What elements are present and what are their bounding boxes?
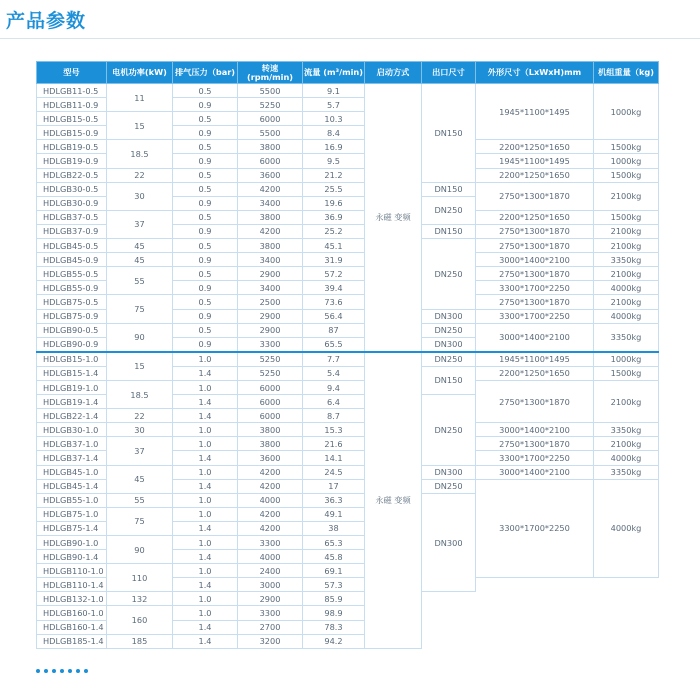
flow-cell: 39.4: [303, 281, 365, 295]
table-row: [37, 239, 659, 253]
dimensions-cell: 1945*1100*1495: [476, 84, 594, 140]
pressure-cell: 0.9: [173, 126, 238, 140]
flow-cell: 69.1: [303, 564, 365, 578]
model-cell: HDLGB110-1.4: [37, 578, 107, 592]
pressure-cell: 1.0: [173, 493, 238, 507]
speed-cell: 2700: [238, 620, 303, 634]
start-method-cell: 永磁 变频: [365, 352, 422, 648]
speed-cell: 2900: [238, 323, 303, 337]
flow-cell: 9.5: [303, 154, 365, 168]
table-row: [37, 606, 659, 620]
pressure-cell: 1.4: [173, 366, 238, 380]
weight-cell: 2100kg: [594, 295, 659, 309]
flow-cell: 56.4: [303, 309, 365, 323]
dimensions-cell: 2200*1250*1650: [476, 168, 594, 182]
flow-cell: 19.6: [303, 196, 365, 210]
dimensions-cell: 2200*1250*1650: [476, 366, 594, 380]
model-cell: HDLGB45-1.0: [37, 465, 107, 479]
power-cell: 45: [107, 465, 173, 493]
model-cell: HDLGB132-1.0: [37, 592, 107, 606]
outlet-cell: DN250: [422, 196, 476, 224]
flow-cell: 65.3: [303, 536, 365, 550]
flow-cell: 15.3: [303, 423, 365, 437]
power-cell: 22: [107, 168, 173, 182]
pressure-cell: 0.9: [173, 224, 238, 238]
model-cell: HDLGB19-1.0: [37, 380, 107, 394]
pressure-cell: 0.9: [173, 196, 238, 210]
pressure-cell: 0.5: [173, 323, 238, 337]
product-params-table: [36, 61, 659, 649]
table-row: [37, 168, 659, 182]
flow-cell: 38: [303, 521, 365, 535]
pressure-cell: 1.4: [173, 634, 238, 648]
flow-cell: 21.6: [303, 437, 365, 451]
outlet-cell: DN150: [422, 224, 476, 238]
model-cell: HDLGB15-0.5: [37, 112, 107, 126]
speed-cell: 3400: [238, 253, 303, 267]
speed-cell: 3400: [238, 196, 303, 210]
flow-cell: 65.5: [303, 337, 365, 352]
outlet-cell: DN250: [422, 352, 476, 367]
model-cell: HDLGB55-0.5: [37, 267, 107, 281]
pressure-cell: 1.4: [173, 620, 238, 634]
table-row: [37, 295, 659, 309]
table-row: [37, 84, 659, 98]
pressure-cell: 1.4: [173, 451, 238, 465]
weight-cell: 2100kg: [594, 437, 659, 451]
speed-cell: 3800: [238, 239, 303, 253]
dimensions-cell: 3000*1400*2100: [476, 423, 594, 437]
model-cell: HDLGB37-1.4: [37, 451, 107, 465]
power-cell: 30: [107, 182, 173, 210]
flow-cell: 45.1: [303, 239, 365, 253]
flow-cell: 25.2: [303, 224, 365, 238]
speed-cell: 6000: [238, 395, 303, 409]
power-cell: 37: [107, 437, 173, 465]
model-cell: HDLGB19-0.5: [37, 140, 107, 154]
flow-cell: 5.7: [303, 98, 365, 112]
table-row: [37, 352, 659, 367]
table-row: [37, 210, 659, 224]
model-cell: HDLGB45-0.5: [37, 239, 107, 253]
title-divider: [0, 38, 700, 39]
pressure-cell: 1.0: [173, 606, 238, 620]
speed-cell: 3300: [238, 536, 303, 550]
pressure-cell: 1.0: [173, 592, 238, 606]
pagination-dots: [36, 669, 88, 673]
dimensions-cell: 3300*1700*2250: [476, 281, 594, 295]
table-row: [37, 465, 659, 479]
model-cell: HDLGB15-1.0: [37, 352, 107, 367]
flow-cell: 94.2: [303, 634, 365, 648]
table-row: [37, 253, 659, 267]
weight-cell: 3350kg: [594, 323, 659, 352]
pressure-cell: 0.5: [173, 210, 238, 224]
pressure-cell: 0.9: [173, 337, 238, 352]
header-pressure: 排气压力（bar): [173, 62, 238, 84]
flow-cell: 57.2: [303, 267, 365, 281]
power-cell: 90: [107, 536, 173, 564]
dimensions-cell: 2750*1300*1870: [476, 437, 594, 451]
header-row: [37, 62, 659, 84]
power-cell: 160: [107, 606, 173, 634]
speed-cell: 3600: [238, 451, 303, 465]
outlet-cell: DN150: [422, 182, 476, 196]
power-cell: 132: [107, 592, 173, 606]
model-cell: HDLGB110-1.0: [37, 564, 107, 578]
flow-cell: 9.4: [303, 380, 365, 394]
flow-cell: 5.4: [303, 366, 365, 380]
outlet-cell: DN300: [422, 337, 476, 352]
weight-cell: 4000kg: [594, 281, 659, 295]
speed-cell: 3200: [238, 634, 303, 648]
model-cell: HDLGB45-1.4: [37, 479, 107, 493]
model-cell: HDLGB90-1.4: [37, 550, 107, 564]
pressure-cell: 0.9: [173, 281, 238, 295]
power-cell: 15: [107, 112, 173, 140]
header-model: 型号: [37, 62, 107, 84]
flow-cell: 98.9: [303, 606, 365, 620]
power-cell: 45: [107, 253, 173, 267]
outlet-cell: DN250: [422, 479, 476, 493]
model-cell: HDLGB30-0.5: [37, 182, 107, 196]
weight-cell: 1500kg: [594, 168, 659, 182]
outlet-cell: DN150: [422, 366, 476, 394]
pressure-cell: 0.5: [173, 267, 238, 281]
weight-cell: 4000kg: [594, 479, 659, 578]
pressure-cell: 1.4: [173, 479, 238, 493]
dimensions-cell: 2750*1300*1870: [476, 295, 594, 309]
dimensions-cell: 3000*1400*2100: [476, 323, 594, 352]
table-row: [37, 380, 659, 394]
header-flow: 流量 (m³/min): [303, 62, 365, 84]
dimensions-cell: 3300*1700*2250: [476, 479, 594, 578]
flow-cell: 7.7: [303, 352, 365, 367]
pressure-cell: 1.4: [173, 521, 238, 535]
pressure-cell: 1.0: [173, 437, 238, 451]
model-cell: HDLGB19-0.9: [37, 154, 107, 168]
pressure-cell: 1.0: [173, 564, 238, 578]
model-cell: HDLGB45-0.9: [37, 253, 107, 267]
table-row: [37, 182, 659, 196]
flow-cell: 78.3: [303, 620, 365, 634]
model-cell: HDLGB15-1.4: [37, 366, 107, 380]
speed-cell: 6000: [238, 154, 303, 168]
speed-cell: 3800: [238, 210, 303, 224]
power-cell: 45: [107, 239, 173, 253]
weight-cell: 3350kg: [594, 253, 659, 267]
weight-cell: 4000kg: [594, 451, 659, 465]
power-cell: 110: [107, 564, 173, 592]
model-cell: HDLGB55-0.9: [37, 281, 107, 295]
dimensions-cell: 2200*1250*1650: [476, 140, 594, 154]
flow-cell: 87: [303, 323, 365, 337]
pressure-cell: 0.9: [173, 154, 238, 168]
weight-cell: 1500kg: [594, 366, 659, 380]
power-cell: 11: [107, 84, 173, 112]
page-title: 产品参数: [6, 10, 87, 32]
model-cell: HDLGB160-1.4: [37, 620, 107, 634]
speed-cell: 5250: [238, 352, 303, 367]
power-cell: 55: [107, 267, 173, 295]
model-cell: HDLGB90-0.9: [37, 337, 107, 352]
speed-cell: 5250: [238, 366, 303, 380]
dimensions-cell: 1945*1100*1495: [476, 154, 594, 168]
dimensions-cell: 2750*1300*1870: [476, 182, 594, 210]
flow-cell: 31.9: [303, 253, 365, 267]
speed-cell: 6000: [238, 409, 303, 423]
power-cell: 18.5: [107, 380, 173, 408]
pressure-cell: 0.5: [173, 239, 238, 253]
power-cell: 22: [107, 409, 173, 423]
speed-cell: 2400: [238, 564, 303, 578]
model-cell: HDLGB90-1.0: [37, 536, 107, 550]
speed-cell: 4000: [238, 493, 303, 507]
power-cell: 18.5: [107, 140, 173, 168]
model-cell: HDLGB75-0.5: [37, 295, 107, 309]
speed-cell: 3800: [238, 437, 303, 451]
header-dimensions: 外形尺寸（LxWxH)mm: [476, 62, 594, 84]
model-cell: HDLGB37-1.0: [37, 437, 107, 451]
pressure-cell: 0.5: [173, 84, 238, 98]
model-cell: HDLGB30-0.9: [37, 196, 107, 210]
pressure-cell: 0.5: [173, 112, 238, 126]
table-row: [37, 634, 659, 648]
power-cell: 30: [107, 423, 173, 437]
pressure-cell: 0.9: [173, 253, 238, 267]
power-cell: 55: [107, 493, 173, 507]
dimensions-cell: 3300*1700*2250: [476, 451, 594, 465]
speed-cell: 5500: [238, 126, 303, 140]
pressure-cell: 1.0: [173, 423, 238, 437]
speed-cell: 4200: [238, 465, 303, 479]
dimensions-cell: 3000*1400*2100: [476, 465, 594, 479]
speed-cell: 4000: [238, 550, 303, 564]
table-row: [37, 437, 659, 451]
weight-cell: 2100kg: [594, 267, 659, 281]
speed-cell: 3600: [238, 168, 303, 182]
flow-cell: 10.3: [303, 112, 365, 126]
power-cell: 185: [107, 634, 173, 648]
flow-cell: 45.8: [303, 550, 365, 564]
power-cell: 75: [107, 507, 173, 535]
flow-cell: 36.9: [303, 210, 365, 224]
header-start: 启动方式: [365, 62, 422, 84]
model-cell: HDLGB22-1.4: [37, 409, 107, 423]
header-outlet: 出口尺寸: [422, 62, 476, 84]
outlet-cell: DN250: [422, 323, 476, 337]
weight-cell: 3350kg: [594, 465, 659, 479]
flow-cell: 16.9: [303, 140, 365, 154]
speed-cell: 3300: [238, 337, 303, 352]
speed-cell: 4200: [238, 479, 303, 493]
outlet-cell: DN150: [422, 84, 476, 183]
outlet-cell: DN300: [422, 465, 476, 479]
speed-cell: 3300: [238, 606, 303, 620]
header-weight: 机组重量（kg): [594, 62, 659, 84]
model-cell: HDLGB11-0.9: [37, 98, 107, 112]
outlet-cell: DN250: [422, 395, 476, 465]
speed-cell: 6000: [238, 112, 303, 126]
speed-cell: 5250: [238, 98, 303, 112]
table-row: [37, 267, 659, 281]
model-cell: HDLGB37-0.9: [37, 224, 107, 238]
flow-cell: 9.1: [303, 84, 365, 98]
header-speed: 转速 (rpm/min): [238, 62, 303, 84]
model-cell: HDLGB90-0.5: [37, 323, 107, 337]
dimensions-cell: 2750*1300*1870: [476, 267, 594, 281]
flow-cell: 8.4: [303, 126, 365, 140]
header-power: 电机功率(kW): [107, 62, 173, 84]
weight-cell: 2100kg: [594, 182, 659, 210]
pressure-cell: 1.0: [173, 380, 238, 394]
speed-cell: 2900: [238, 267, 303, 281]
flow-cell: 73.6: [303, 295, 365, 309]
flow-cell: 85.9: [303, 592, 365, 606]
dimensions-cell: 2750*1300*1870: [476, 380, 594, 422]
pressure-cell: 0.5: [173, 295, 238, 309]
flow-cell: 24.5: [303, 465, 365, 479]
flow-cell: 6.4: [303, 395, 365, 409]
model-cell: HDLGB37-0.5: [37, 210, 107, 224]
flow-cell: 36.3: [303, 493, 365, 507]
speed-cell: 2900: [238, 309, 303, 323]
power-cell: 75: [107, 295, 173, 323]
pressure-cell: 1.0: [173, 507, 238, 521]
weight-cell: 4000kg: [594, 309, 659, 323]
pressure-cell: 0.9: [173, 309, 238, 323]
speed-cell: 3400: [238, 281, 303, 295]
speed-cell: 4200: [238, 507, 303, 521]
pressure-cell: 1.0: [173, 465, 238, 479]
pressure-cell: 1.4: [173, 550, 238, 564]
model-cell: HDLGB11-0.5: [37, 84, 107, 98]
model-cell: HDLGB160-1.0: [37, 606, 107, 620]
model-cell: HDLGB75-1.4: [37, 521, 107, 535]
model-cell: HDLGB55-1.0: [37, 493, 107, 507]
outlet-cell: DN250: [422, 239, 476, 309]
table-row: [37, 323, 659, 337]
power-cell: 15: [107, 352, 173, 381]
speed-cell: 3800: [238, 423, 303, 437]
dimensions-cell: 2750*1300*1870: [476, 224, 594, 238]
pressure-cell: 1.4: [173, 578, 238, 592]
pressure-cell: 0.5: [173, 168, 238, 182]
table-row: [37, 592, 659, 606]
speed-cell: 4200: [238, 521, 303, 535]
weight-cell: 1500kg: [594, 140, 659, 154]
start-method-cell: 永磁 变频: [365, 84, 422, 352]
weight-cell: 2100kg: [594, 239, 659, 253]
speed-cell: 5500: [238, 84, 303, 98]
model-cell: HDLGB15-0.9: [37, 126, 107, 140]
weight-cell: 3350kg: [594, 423, 659, 437]
weight-cell: 2100kg: [594, 380, 659, 422]
dimensions-cell: 1945*1100*1495: [476, 352, 594, 367]
flow-cell: 8.7: [303, 409, 365, 423]
speed-cell: 3800: [238, 140, 303, 154]
model-cell: HDLGB75-1.0: [37, 507, 107, 521]
speed-cell: 3000: [238, 578, 303, 592]
flow-cell: 14.1: [303, 451, 365, 465]
pressure-cell: 1.0: [173, 536, 238, 550]
model-cell: HDLGB22-0.5: [37, 168, 107, 182]
flow-cell: 57.3: [303, 578, 365, 592]
speed-cell: 4200: [238, 224, 303, 238]
table-row: [37, 140, 659, 154]
weight-cell: 1000kg: [594, 84, 659, 140]
pressure-cell: 0.5: [173, 182, 238, 196]
pressure-cell: 0.5: [173, 140, 238, 154]
weight-cell: 1000kg: [594, 154, 659, 168]
outlet-cell: DN300: [422, 493, 476, 592]
model-cell: HDLGB75-0.9: [37, 309, 107, 323]
flow-cell: 25.5: [303, 182, 365, 196]
speed-cell: 4200: [238, 182, 303, 196]
pressure-cell: 1.4: [173, 409, 238, 423]
pressure-cell: 1.0: [173, 352, 238, 367]
flow-cell: 17: [303, 479, 365, 493]
speed-cell: 2900: [238, 592, 303, 606]
weight-cell: 2100kg: [594, 224, 659, 238]
model-cell: HDLGB185-1.4: [37, 634, 107, 648]
model-cell: HDLGB30-1.0: [37, 423, 107, 437]
weight-cell: 1000kg: [594, 352, 659, 367]
power-cell: 37: [107, 210, 173, 238]
model-cell: HDLGB19-1.4: [37, 395, 107, 409]
pressure-cell: 0.9: [173, 98, 238, 112]
dimensions-cell: 2750*1300*1870: [476, 239, 594, 253]
dimensions-cell: 3300*1700*2250: [476, 309, 594, 323]
weight-cell: 1500kg: [594, 210, 659, 224]
dimensions-cell: 2200*1250*1650: [476, 210, 594, 224]
pressure-cell: 1.4: [173, 395, 238, 409]
speed-cell: 2500: [238, 295, 303, 309]
speed-cell: 6000: [238, 380, 303, 394]
flow-cell: 21.2: [303, 168, 365, 182]
flow-cell: 49.1: [303, 507, 365, 521]
outlet-cell: DN300: [422, 309, 476, 323]
dimensions-cell: 3000*1400*2100: [476, 253, 594, 267]
table-row: [37, 423, 659, 437]
power-cell: 90: [107, 323, 173, 352]
